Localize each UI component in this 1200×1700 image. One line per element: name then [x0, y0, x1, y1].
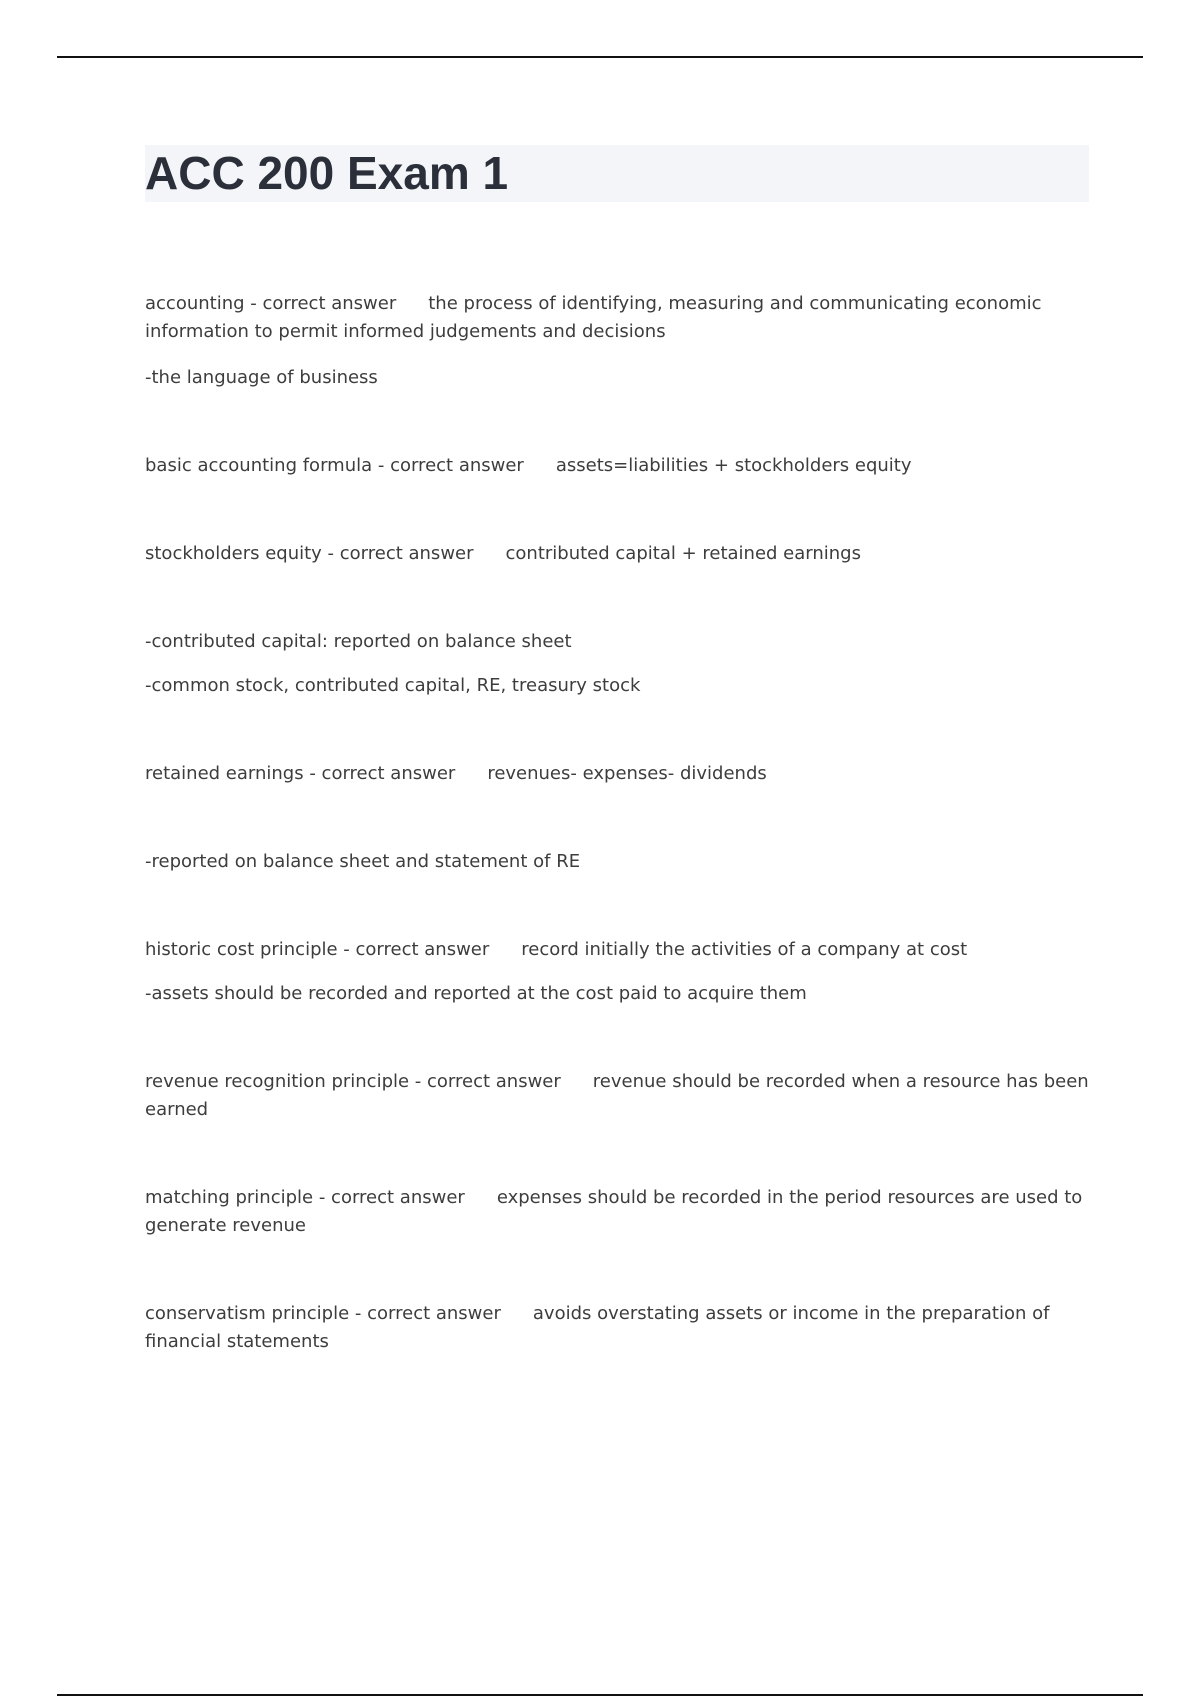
entry-term: conservatism principle - correct answer: [145, 1303, 501, 1324]
entry-term: stockholders equity - correct answer: [145, 543, 474, 564]
entry-term: matching principle - correct answer: [145, 1187, 465, 1208]
page-title: ACC 200 Exam 1: [145, 147, 509, 199]
entry-definition: the process of identifying, measuring and communicating economic information to permit informed judgements and decisions: [145, 293, 1042, 342]
entry-definition: revenues- expenses- dividends: [487, 763, 767, 784]
entry-note: -assets should be recorded and reported at the cost paid to acquire them: [145, 983, 807, 1004]
entry-retained-earnings: [145, 760, 1095, 788]
document-body: [145, 290, 1095, 1356]
entry-definition: record initially the activities of a company at cost: [521, 939, 968, 960]
entry-definition: revenue should be recorded when a resource has been earned: [145, 1071, 1089, 1120]
entry-definition: avoids overstating assets or income in the preparation of financial statements: [145, 1303, 1050, 1352]
bottom-rule: [57, 1694, 1143, 1696]
entry-note: -contributed capital: reported on balance sheet: [145, 631, 572, 652]
top-rule: [57, 56, 1143, 58]
entry-conservatism-principle: [145, 1300, 1095, 1356]
entry-definition: assets=liabilities + stockholders equity: [555, 455, 912, 476]
entry-basic-accounting-formula: [145, 452, 1095, 480]
entry-term: revenue recognition principle - correct answer: [145, 1071, 561, 1092]
entry-term: basic accounting formula - correct answer: [145, 455, 524, 476]
entry-term: historic cost principle - correct answer: [145, 939, 490, 960]
entry-stockholders-equity: [145, 540, 1095, 568]
entry-note: -reported on balance sheet and statement of RE: [145, 851, 581, 872]
entry-note: -the language of business: [145, 367, 378, 388]
entry-accounting: [145, 290, 1095, 346]
entry-definition: expenses should be recorded in the period resources are used to generate revenue: [145, 1187, 1083, 1236]
entry-term: retained earnings - correct answer: [145, 763, 456, 784]
entry-note: -common stock, contributed capital, RE, treasury stock: [145, 675, 641, 696]
entry-revenue-recognition-principle: [145, 1068, 1095, 1124]
entry-term: accounting - correct answer: [145, 293, 397, 314]
entry-historic-cost-principle: [145, 936, 1095, 964]
entry-matching-principle: [145, 1184, 1095, 1240]
entry-definition: contributed capital + retained earnings: [505, 543, 861, 564]
